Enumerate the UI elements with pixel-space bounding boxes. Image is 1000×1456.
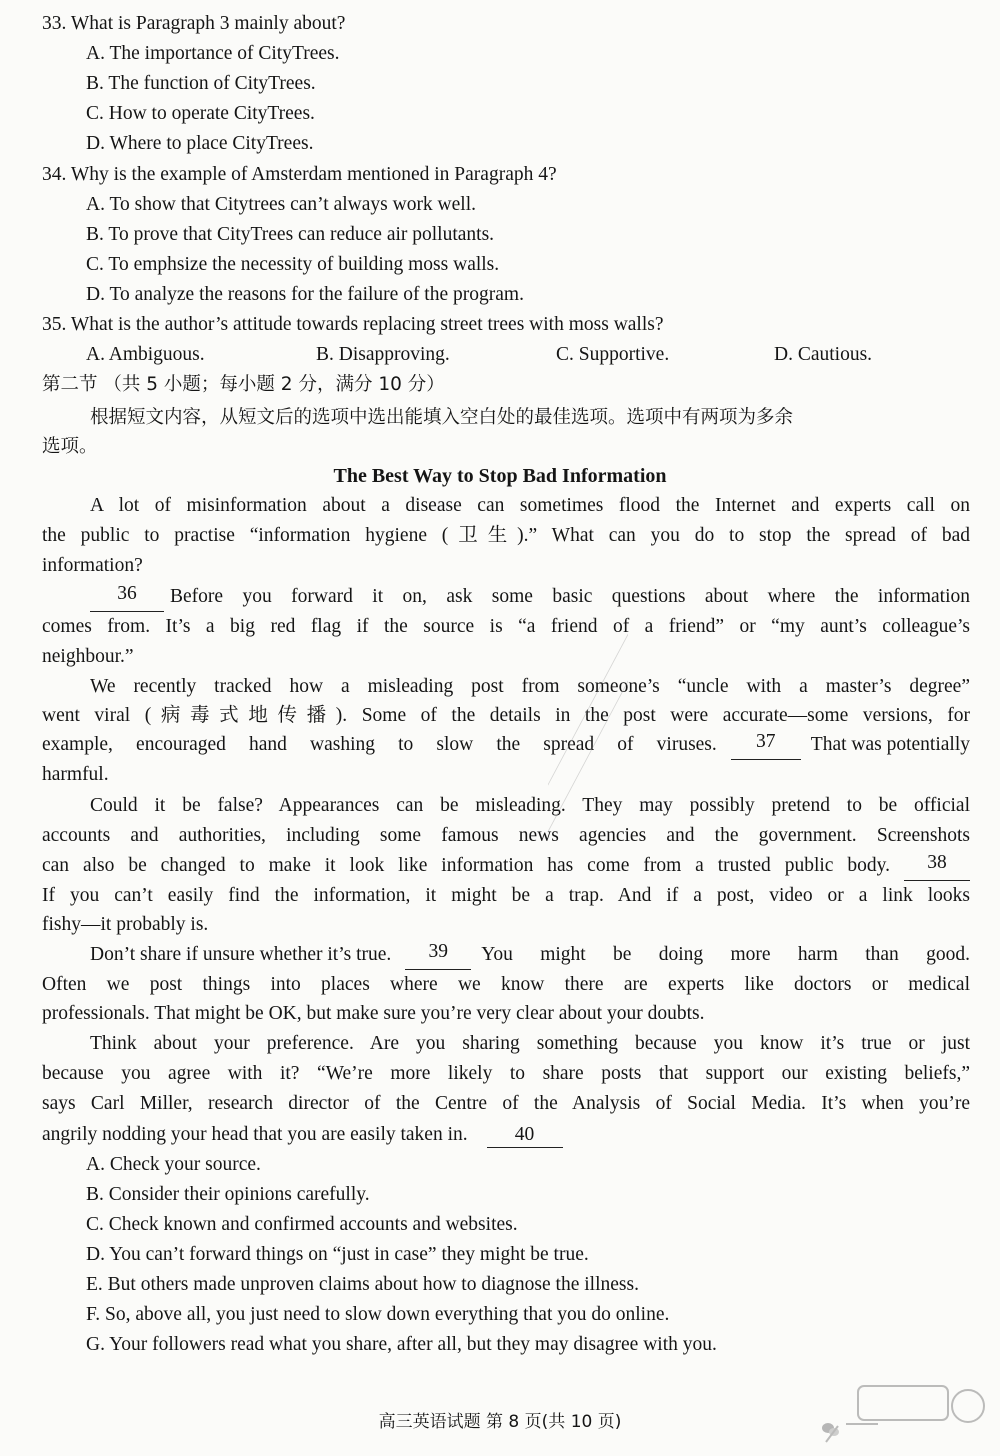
passage-p1-line-1: A lot of misinformation about a disease can sometimes flood the Internet and experts call on	[90, 495, 970, 516]
question-35-option-b: B. Disapproving.	[316, 344, 450, 365]
passage-p4-line-2: accounts and authorities, including some famous news agencies and the government. Screenshots	[42, 825, 970, 846]
blank-36[interactable]: 36	[90, 582, 164, 612]
passage-p3-line-3-tail: That was potentially	[810, 734, 970, 755]
section-2-instruction-line-2: 选项。	[42, 436, 98, 457]
question-34-option-b: B. To prove that CityTrees can reduce air pollutants.	[86, 224, 495, 245]
passage-p2-line-1	[90, 582, 970, 612]
question-33-stem: 33. What is Paragraph 3 mainly about?	[42, 13, 346, 34]
passage-p3-line-4: harmful.	[42, 764, 109, 785]
passage-p6-line-4	[42, 1120, 563, 1150]
section-2-header: 第二节 （共 5 小题；每小题 2 分，满分 10 分）	[42, 374, 445, 395]
passage-p3-line-2: went viral (病毒式地传播). Some of the details in the post were accurate—some versions, for	[42, 705, 970, 726]
question-33-option-c: C. How to operate CityTrees.	[86, 103, 315, 124]
passage-p2-line-2: comes from. It’s a big red flag if the source is “a friend of a friend” or “my aunt’s colleague’s	[42, 616, 970, 637]
question-34-option-a: A. To show that Citytrees can’t always work well.	[86, 194, 477, 215]
passage-title: The Best Way to Stop Bad Information	[333, 465, 667, 487]
wechat-icon	[822, 1423, 839, 1436]
question-34-option-d: D. To analyze the reasons for the failure of the program.	[86, 284, 524, 305]
choice-g: G. Your followers read what you share, after all, but they may disagree with you.	[86, 1334, 717, 1355]
question-35-option-d: D. Cautious.	[774, 344, 873, 365]
passage-p4-line-4: If you can’t easily find the information, it might be a trap. And if a post, video or a link looks	[42, 885, 970, 906]
blank-38[interactable]: 38	[904, 851, 970, 881]
question-33-option-b: B. The function of CityTrees.	[86, 73, 316, 94]
passage-p3-line-1: We recently tracked how a misleading post from someone’s “uncle with a master’s degree”	[90, 676, 970, 697]
passage-p6-line-3: says Carl Miller, research director of the Centre of the Analysis of Social Media. It’s when you’re	[42, 1093, 970, 1114]
passage-p6-line-4-text: angrily nodding your head that you are easily taken in.	[42, 1124, 468, 1145]
passage-p5-line-2: Often we post things into places where we know there are experts like doctors or medical	[42, 974, 970, 995]
choice-a: A. Check your source.	[86, 1154, 261, 1175]
choice-f: F. So, above all, you just need to slow down everything that you do online.	[86, 1304, 670, 1325]
choice-c: C. Check known and confirmed accounts and websites.	[86, 1214, 518, 1235]
passage-p4-line-3	[42, 851, 970, 881]
question-35-options	[0, 340, 1000, 370]
blank-39[interactable]: 39	[405, 940, 471, 970]
passage-p4-line-1: Could it be false? Appearances can be misleading. They may possibly pretend to be official	[90, 795, 970, 816]
passage-p5-line-3: professionals. That might be OK, but make sure you’re very clear about your doubts.	[42, 1003, 705, 1024]
passage-p4-line-5: fishy—it probably is.	[42, 914, 209, 935]
passage-p3-line-3-text: example, encouraged hand washing to slow the spread of viruses.	[42, 734, 717, 755]
choice-d: D. You can’t forward things on “just in case” they might be true.	[86, 1244, 589, 1265]
passage-p2-line-1-text: Before you forward it on, ask some basic questions about where the information	[170, 586, 970, 607]
passage-p1-line-2: the public to practise “information hygiene (卫生).” What can you do to stop the spread of bad	[42, 525, 970, 546]
question-35-option-a: A. Ambiguous.	[86, 344, 205, 365]
question-35-option-c: C. Supportive.	[556, 344, 670, 365]
passage-p5-line-1	[90, 940, 970, 970]
question-34-stem: 34. Why is the example of Amsterdam mentioned in Paragraph 4?	[42, 164, 557, 185]
passage-p6-line-1: Think about your preference. Are you sharing something because you know it’s true or just	[90, 1033, 970, 1054]
question-33-option-a: A. The importance of CityTrees.	[86, 43, 340, 64]
question-35-stem: 35. What is the author’s attitude towards replacing street trees with moss walls?	[42, 314, 664, 335]
watermark	[548, 618, 628, 848]
blank-40[interactable]: 40	[487, 1123, 563, 1148]
blank-37[interactable]: 37	[731, 730, 801, 760]
passage-p5-line-1-tail: You might be doing more harm than good.	[481, 944, 970, 965]
choice-b: B. Consider their opinions carefully.	[86, 1184, 370, 1205]
page-footer: 高三英语试题 第 8 页(共 10 页)	[378, 1412, 622, 1432]
passage-p5-line-1-text: Don’t share if unsure whether it’s true.	[90, 944, 392, 965]
question-34-option-c: C. To emphsize the necessity of building moss walls.	[86, 254, 500, 275]
question-33-option-d: D. Where to place CityTrees.	[86, 133, 314, 154]
passage-p1-line-3: information?	[42, 555, 143, 576]
passage-p3-line-3	[42, 730, 970, 760]
passage-p2-line-3: neighbour.”	[42, 646, 134, 667]
passage-p6-line-2: because you agree with it? “We’re more likely to share posts that support our existing beliefs,”	[42, 1063, 970, 1084]
choice-e: E. But others made unproven claims about how to diagnose the illness.	[86, 1274, 639, 1295]
passage-p4-line-3-text: can also be changed to make it look like information has come from a trusted public body.	[42, 855, 890, 876]
section-2-instruction-line-1: 根据短文内容，从短文后的选项中选出能填入空白处的最佳选项。选项中有两项为多余	[90, 407, 794, 428]
corner-logo-image	[818, 1380, 988, 1452]
